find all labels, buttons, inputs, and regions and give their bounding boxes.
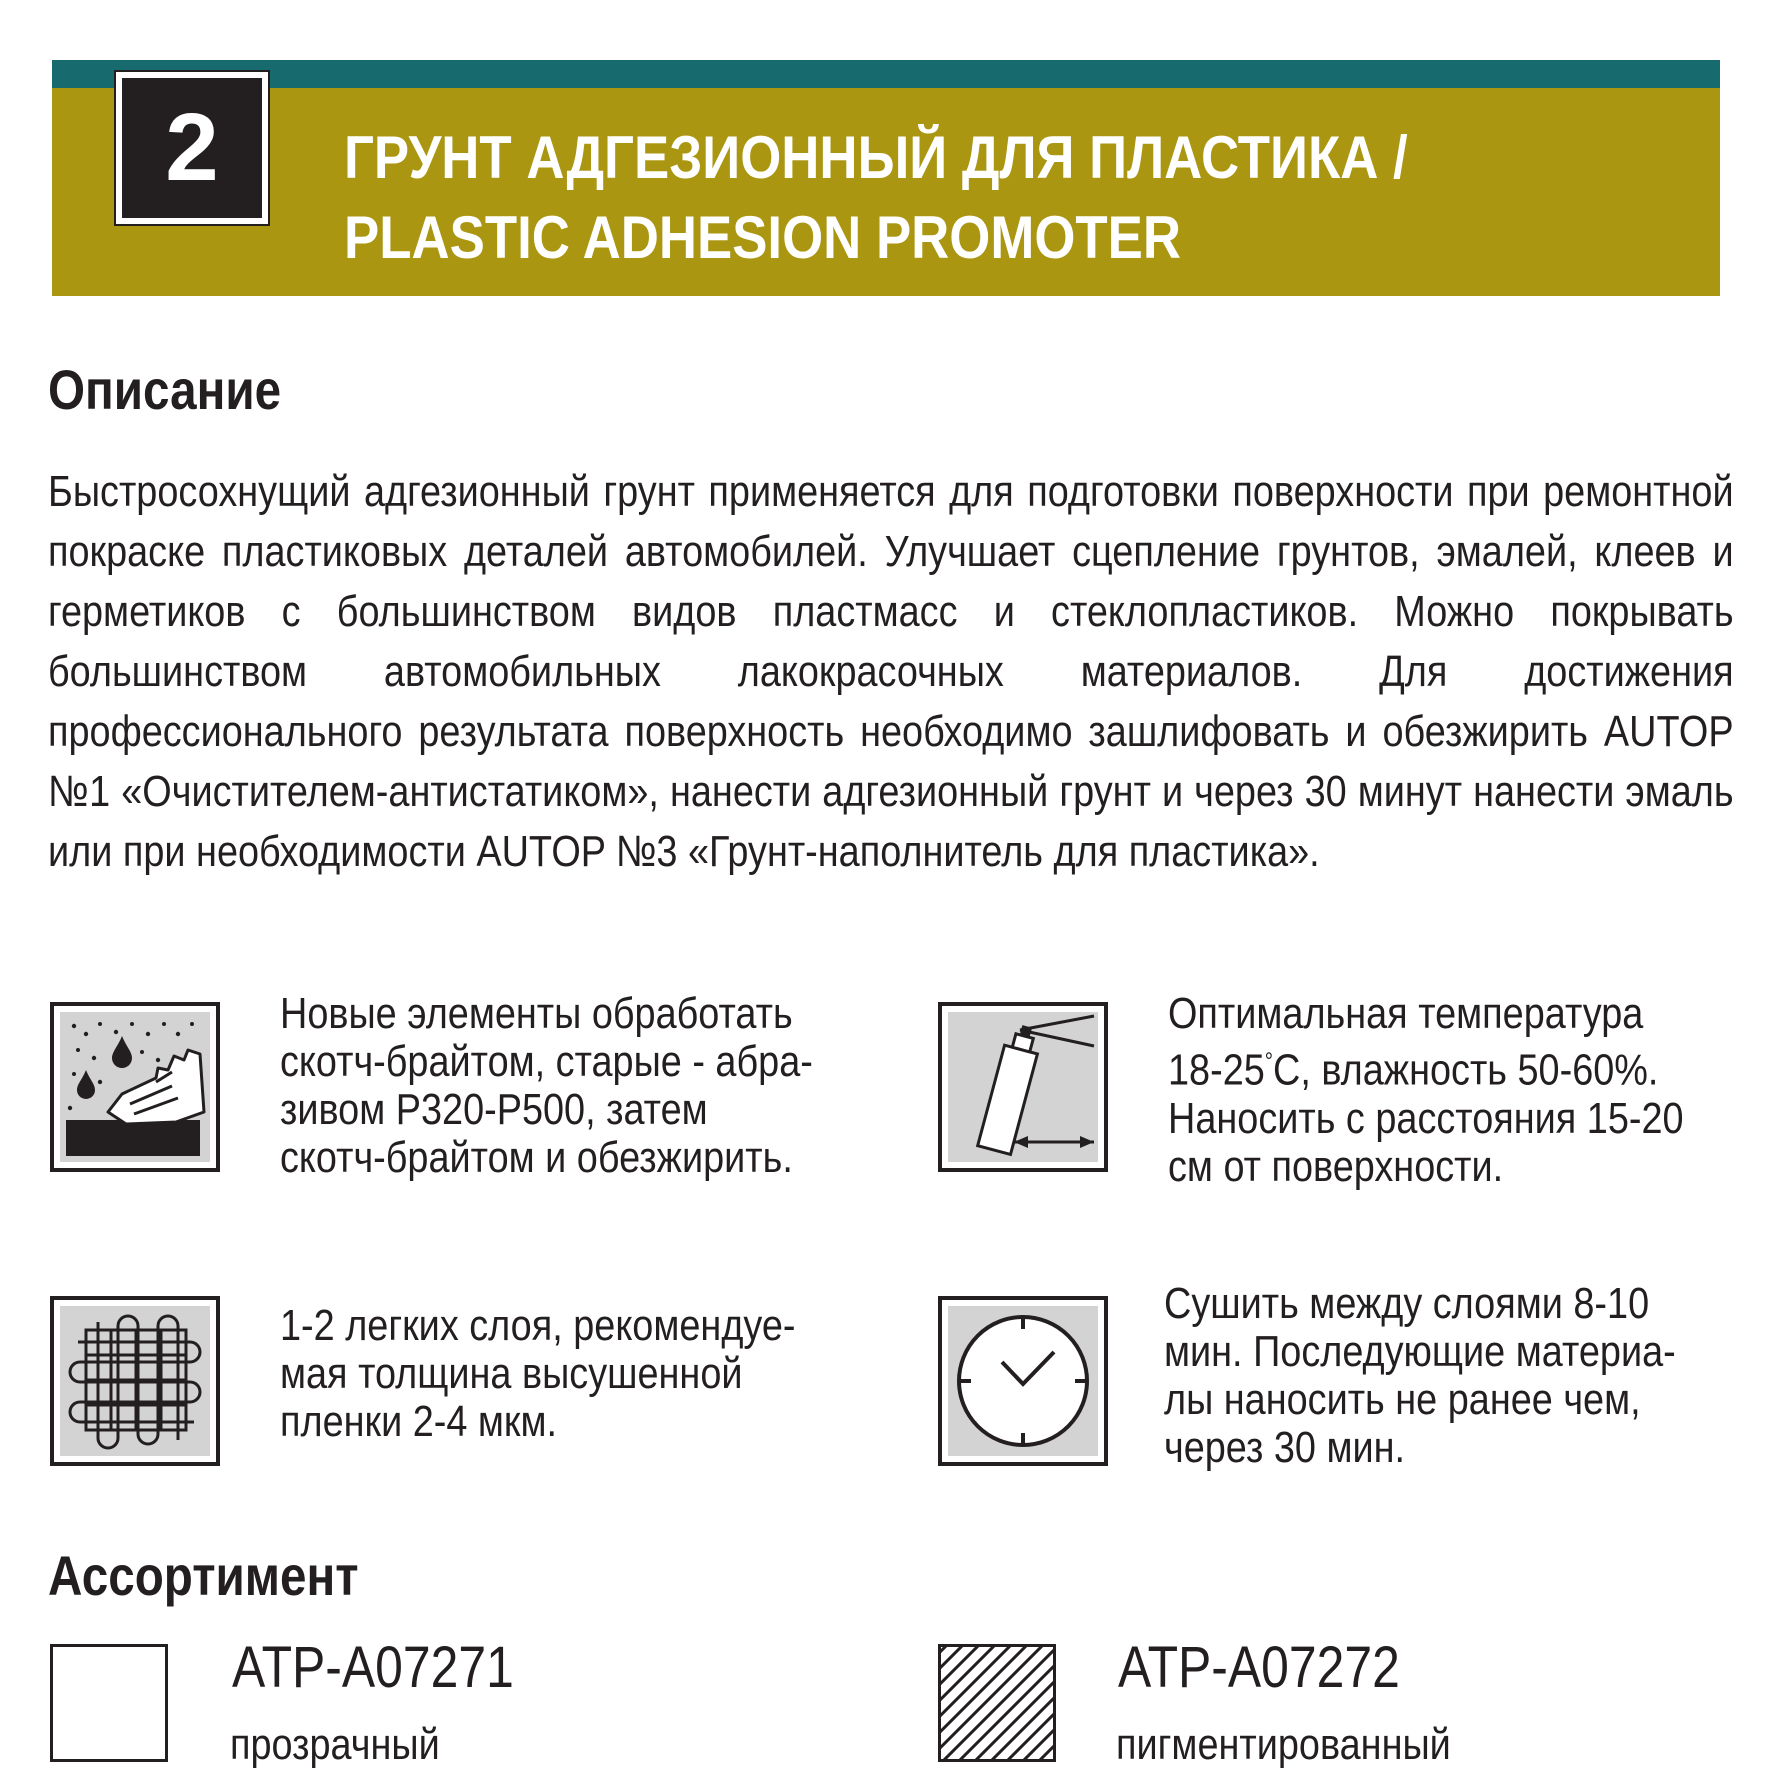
surface-prep-hand-icon xyxy=(50,1002,220,1172)
title-line-ru: ГРУНТ АДГЕЗИОННЫЙ ДЛЯ ПЛАСТИКА / xyxy=(344,124,1408,191)
instruction-line: скотч-брайтом и обезжирить. xyxy=(280,1133,793,1182)
degree-sign: ° xyxy=(1264,1048,1274,1075)
product-variant: прозрачный xyxy=(230,1720,440,1769)
section-number-badge xyxy=(116,72,268,224)
instruction-line: см от поверхности. xyxy=(1168,1141,1504,1191)
title-line-en: PLASTIC ADHESION PROMOTER xyxy=(344,204,1182,271)
instruction-line: мая толщина высушенной xyxy=(280,1349,743,1398)
instruction-conditions xyxy=(1168,990,1684,1191)
product-code: ATP-A07272 xyxy=(1118,1635,1400,1700)
instruction-line: Оптимальная температура xyxy=(1168,989,1644,1038)
spray-can-distance-icon xyxy=(938,1002,1108,1172)
spray-layers-grid-icon xyxy=(50,1296,220,1466)
clock-icon xyxy=(938,1296,1108,1466)
page-title xyxy=(344,118,1408,278)
instruction-line: 18-25°С, влажность 50-60%. xyxy=(1168,1045,1659,1095)
instruction-line: Сушить между слоями 8-10 xyxy=(1164,1279,1650,1328)
instruction-line: скотч-брайтом, старые - абра- xyxy=(280,1037,813,1086)
instruction-drying xyxy=(1164,1280,1676,1472)
header-stripe xyxy=(52,60,1720,90)
instruction-line: 1-2 легких слоя, рекомендуе- xyxy=(280,1301,796,1350)
instruction-line: мин. Последующие материа- xyxy=(1164,1327,1676,1376)
instruction-surface-prep xyxy=(280,990,813,1182)
instruction-line: зивом P320-P500, затем xyxy=(280,1085,708,1134)
description-text: Быстросохнущий адгезионный грунт применяется для подготовки поверхности при ремонтной покраске пластиковых деталей автомобилей. Улучшает сцепление грунтов, эмалей, клеев и герметиков с большинством видов пластмасс и стеклопластиков. Можно покрывать большинством автомобильных лакокрасочных материалов. Для достижения профессионального результата поверхность необходимо зашлифовать и обезжирить AUTOP №1 «Очистителем-антистатиком», нанести адгезионный грунт и через 30 минут нанести эмаль или при необходимости AUTOP №3 «Грунт-наполнитель для пластика». xyxy=(48,467,1734,876)
product-code: ATP-A07271 xyxy=(232,1635,514,1700)
section-number: 2 xyxy=(165,94,219,201)
instruction-line: пленки 2-4 мкм. xyxy=(280,1397,558,1446)
instruction-line: Наносить с расстояния 15-20 xyxy=(1168,1093,1684,1143)
assortment-heading: Ассортимент xyxy=(48,1544,359,1607)
product-variant: пигментированный xyxy=(1116,1720,1451,1769)
empty-swatch xyxy=(50,1644,168,1762)
description-heading: Описание xyxy=(48,358,282,421)
instruction-line: Новые элементы обработать xyxy=(280,989,793,1038)
instruction-line: лы наносить не ранее чем, xyxy=(1164,1375,1641,1424)
instruction-line: через 30 мин. xyxy=(1164,1423,1406,1472)
instruction-layers xyxy=(280,1302,796,1446)
hatched-swatch xyxy=(938,1644,1056,1762)
